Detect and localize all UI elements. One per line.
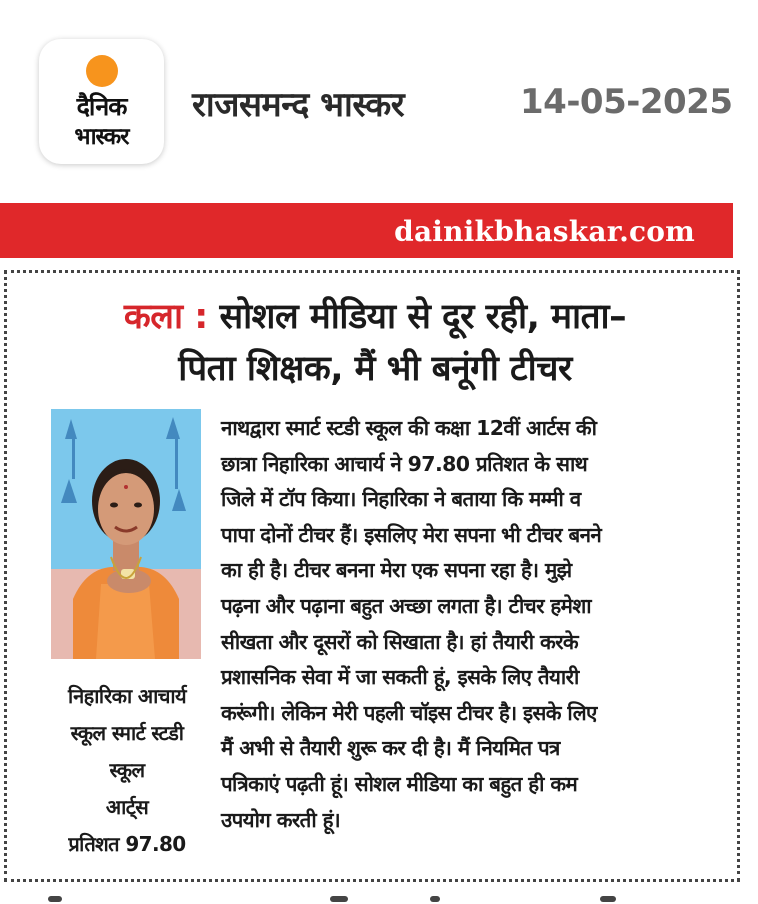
body-line: का ही है। टीचर बनना मेरा एक सपना रहा है। मुझे xyxy=(221,558,572,583)
caption-line: स्कूल स्मार्ट स्टडी xyxy=(70,721,184,745)
headline-line2: पिता शिक्षक, मैं भी बनूंगी टीचर xyxy=(178,349,572,389)
body-line: पढ़ना और पढ़ाना बहुत अच्छा लगता है। टीचर हमेशा xyxy=(221,593,591,618)
body-line: सीखता और दूसरों को सिखाता है। हां तैयारी करके xyxy=(221,629,579,654)
caption-line: स्कूल xyxy=(109,758,145,782)
dainik-bhaskar-logo[interactable] xyxy=(39,39,164,164)
body-line: छात्रा निहारिका आचार्य ने 97.80 प्रतिशत के साथ xyxy=(221,451,588,476)
body-line: प्रशासनिक सेवा में जा सकती हूं, इसके लिए तैयारी xyxy=(221,665,579,690)
body-line: मैं अभी से तैयारी शुरू कर दी है। मैं नियमित पत्र xyxy=(221,736,560,761)
edition-title: राजसमन्द भास्कर xyxy=(192,85,405,125)
site-url: dainikbhaskar.com xyxy=(394,215,695,248)
next-article-cutoff xyxy=(0,892,758,904)
caption-line: आर्ट्स xyxy=(105,795,149,819)
article-body xyxy=(221,411,713,838)
student-photo xyxy=(51,409,201,659)
body-line: करूंगी। लेकिन मेरी पहली चॉइस टीचर है। इसके लिए xyxy=(221,700,597,725)
caption-line: प्रतिशत 97.80 xyxy=(68,832,186,856)
caption-line: निहारिका आचार्य xyxy=(67,684,187,708)
logo-text-line1: दैनिक xyxy=(76,92,127,121)
body-line: पापा दोनों टीचर हैं। इसलिए मेरा सपना भी टीचर बनने xyxy=(221,522,602,547)
body-line: उपयोग करती हूं। xyxy=(221,807,341,832)
edition-date: 14-05-2025 xyxy=(520,82,733,122)
article-headline xyxy=(7,291,743,395)
headline-kicker: कला : xyxy=(123,297,208,337)
headline-line1: सोशल मीडिया से दूर रही, माता– xyxy=(219,297,627,337)
logo-text-line2: भास्कर xyxy=(74,124,129,150)
sun-icon xyxy=(86,55,118,87)
masthead-band xyxy=(0,203,733,258)
student-portrait xyxy=(51,409,201,659)
body-line: नाथद्वारा स्मार्ट स्टडी स्कूल की कक्षा 12वीं आर्टस की xyxy=(221,416,597,440)
photo-caption xyxy=(37,678,217,863)
news-clipping xyxy=(4,270,740,882)
app-header xyxy=(0,0,758,190)
body-line: जिले में टॉप किया। निहारिका ने बताया कि मम्मी व xyxy=(221,487,581,512)
body-line: पत्रिकाएं पढ़ती हूं। सोशल मीडिया का बहुत ही कम xyxy=(221,771,578,796)
